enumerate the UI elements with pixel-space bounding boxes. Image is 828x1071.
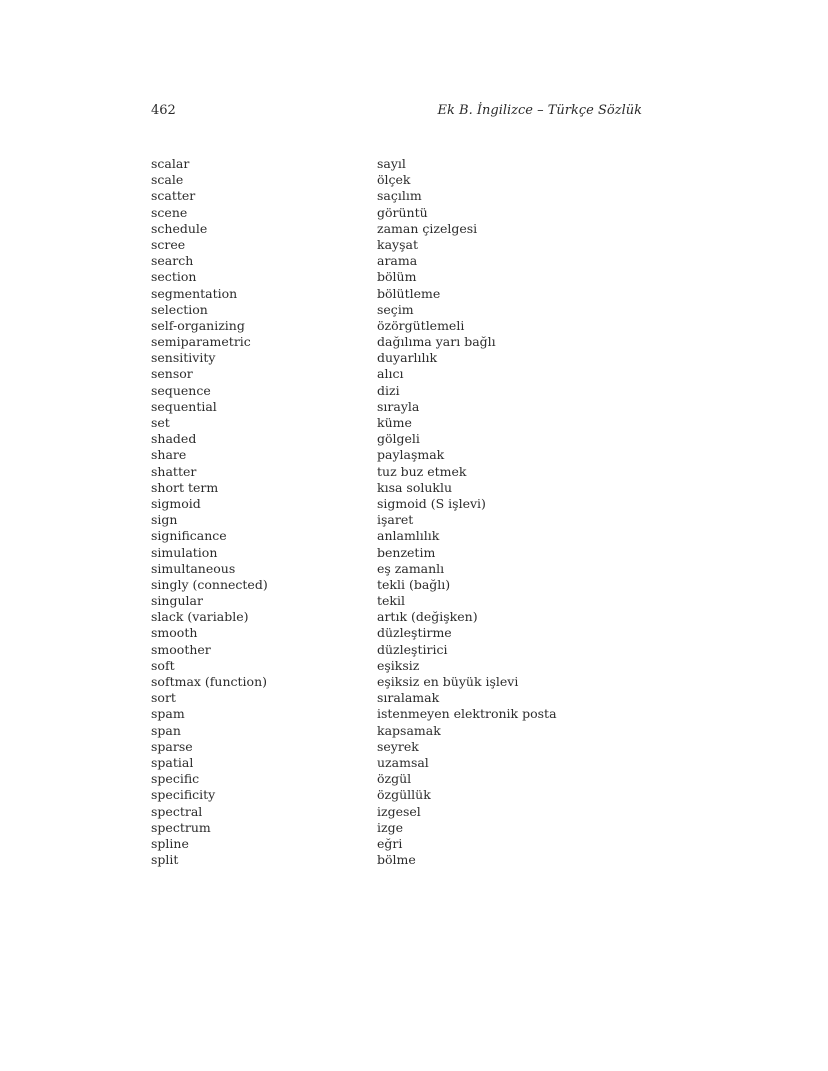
glossary-row [151,415,651,431]
english-term: simultaneous [151,560,236,576]
glossary-row [151,804,651,820]
turkish-translation: kayşat [377,236,418,252]
english-term: scalar [151,156,190,171]
turkish-translation: bölme [377,852,416,868]
glossary-row [151,593,651,609]
glossary-row [151,836,651,852]
glossary-row [151,383,651,399]
turkish-translation: alıcı [377,366,404,382]
english-term: scatter [151,188,196,204]
glossary-row [151,642,651,658]
english-term: specificity [151,787,216,803]
glossary-row [151,528,651,544]
english-term: spectrum [151,819,211,835]
english-term: sort [151,690,176,706]
turkish-translation: duyarlılık [377,350,438,366]
glossary-row [151,625,651,641]
glossary-row [151,755,651,771]
english-term: selection [151,301,208,317]
turkish-translation: izge [377,819,403,835]
english-term: singly (connected) [151,576,268,592]
turkish-translation: benzetim [377,544,436,560]
turkish-translation: tuz buz etmek [377,463,467,479]
glossary-row [151,496,651,512]
turkish-translation: tekil [377,593,405,609]
turkish-translation: özgül [377,771,412,787]
english-term: spam [151,706,185,722]
english-term: shaded [151,431,197,447]
turkish-translation: saçılım [377,188,422,204]
english-term: schedule [151,220,208,236]
glossary-row [151,658,651,674]
glossary-row [151,723,651,739]
english-term: sequential [151,398,217,414]
glossary-row [151,447,651,463]
glossary-row [151,188,651,204]
glossary-row [151,561,651,577]
turkish-translation: düzleştirici [377,641,448,657]
english-term: smooth [151,625,198,641]
english-term: set [151,415,170,430]
english-term: sparse [151,738,193,754]
english-term: sigmoid [151,495,201,511]
english-term: smoother [151,641,211,657]
page-number: 462 [151,103,176,118]
turkish-translation: bölütleme [377,285,441,301]
glossary-row [151,512,651,528]
glossary-row [151,577,651,593]
glossary-row [151,156,651,172]
english-term: span [151,722,181,738]
turkish-translation: seyrek [377,738,419,754]
glossary-row [151,237,651,253]
glossary-row [151,318,651,334]
turkish-translation: eş zamanlı [377,560,445,576]
glossary-row [151,286,651,302]
turkish-translation: uzamsal [377,754,429,770]
glossary-row [151,674,651,690]
glossary-row [151,739,651,755]
turkish-translation: görüntü [377,204,428,220]
running-head: Ek B. İngilizce – Türkçe Sözlük [437,103,642,118]
turkish-translation: arama [377,253,418,269]
english-term: spectral [151,803,203,819]
glossary-row [151,399,651,415]
glossary-row [151,464,651,480]
english-term: semiparametric [151,334,251,350]
turkish-translation: küme [377,415,412,430]
english-term: short term [151,479,219,495]
glossary-row [151,269,651,285]
english-term: sensitivity [151,350,216,366]
turkish-translation: anlamlılık [377,528,440,544]
english-term: section [151,269,197,285]
glossary-row [151,852,651,868]
turkish-translation: işaret [377,512,414,528]
glossary-row [151,334,651,350]
glossary-row [151,771,651,787]
english-term: slack (variable) [151,609,249,625]
glossary-row [151,431,651,447]
turkish-translation: sayıl [377,156,406,171]
english-term: shatter [151,463,197,479]
english-term: spatial [151,754,194,770]
glossary-row [151,221,651,237]
english-term: search [151,253,194,269]
glossary-row [151,205,651,221]
turkish-translation: sigmoid (S işlevi) [377,495,486,511]
english-term: simulation [151,544,218,560]
english-term: self-organizing [151,317,245,333]
glossary-row [151,302,651,318]
turkish-translation: seçim [377,301,414,317]
glossary-row [151,706,651,722]
turkish-translation: kapsamak [377,722,441,738]
turkish-translation: tekli (bağlı) [377,576,451,592]
glossary-row [151,480,651,496]
glossary-table [151,156,651,868]
glossary-row [151,172,651,188]
english-term: significance [151,528,227,544]
english-term: singular [151,593,203,609]
turkish-translation: dağılıma yarı bağlı [377,334,496,350]
glossary-row [151,690,651,706]
turkish-translation: sırayla [377,398,420,414]
turkish-translation: sıralamak [377,690,440,706]
turkish-translation: kısa soluklu [377,479,453,495]
glossary-row [151,609,651,625]
english-term: segmentation [151,285,238,301]
glossary-row [151,350,651,366]
turkish-translation: paylaşmak [377,447,445,463]
english-term: spline [151,835,189,851]
turkish-translation: eşiksiz [377,657,420,673]
turkish-translation: özgüllük [377,787,431,803]
glossary-row [151,366,651,382]
english-term: share [151,447,187,463]
english-term: split [151,852,179,868]
english-term: sign [151,512,178,528]
english-term: scene [151,204,188,220]
glossary-row [151,820,651,836]
english-term: soft [151,657,175,673]
english-term: sensor [151,366,193,382]
english-term: softmax (function) [151,674,267,689]
english-term: specific [151,771,200,787]
english-term: scale [151,172,184,188]
turkish-translation: bölüm [377,269,417,285]
turkish-translation: istenmeyen elektronik posta [377,706,557,722]
turkish-translation: düzleştirme [377,625,452,641]
turkish-translation: ölçek [377,172,411,188]
turkish-translation: artık (değişken) [377,609,478,625]
turkish-translation: izgesel [377,803,421,819]
english-term: scree [151,236,186,252]
turkish-translation: gölgeli [377,431,420,447]
english-term: sequence [151,382,211,398]
turkish-translation: özörgütlemeli [377,317,465,333]
glossary-row [151,253,651,269]
turkish-translation: dizi [377,382,400,398]
turkish-translation: eşiksiz en büyük işlevi [377,674,519,689]
glossary-row [151,545,651,561]
turkish-translation: eğri [377,835,403,851]
glossary-row [151,787,651,803]
turkish-translation: zaman çizelgesi [377,220,478,236]
